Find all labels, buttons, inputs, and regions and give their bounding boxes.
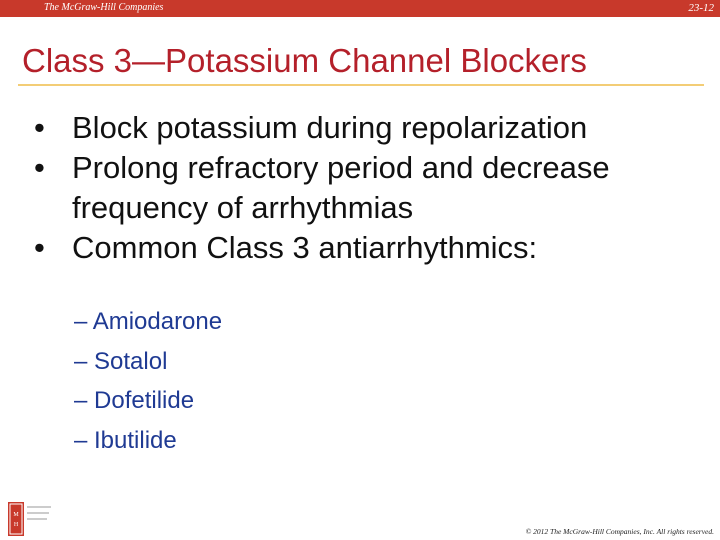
sub-bullet-list (74, 302, 222, 460)
bullet-dot: • (34, 230, 45, 265)
header-bar (0, 0, 720, 17)
sub-bullet-item: – Dofetilide (74, 387, 195, 414)
bullet-dot: • (34, 110, 45, 145)
bullet-item (34, 228, 714, 268)
bullet-dot: • (34, 150, 45, 185)
bullet-item (34, 108, 714, 148)
bullet-item (34, 148, 714, 228)
slide-number: 23-12 (688, 2, 714, 14)
sub-bullet-item: – Ibutilide (74, 426, 177, 454)
bullet-text: Block potassium during repolarization (72, 110, 588, 145)
publisher-name: The McGraw-Hill Companies (44, 2, 164, 13)
bullet-text: Prolong refractory period and decrease frequency of arrhythmias (72, 150, 610, 225)
bullet-text: Common Class 3 antiarrhythmics: (72, 230, 538, 265)
svg-text:M: M (13, 512, 19, 518)
copyright-text: © 2012 The McGraw-Hill Companies, Inc. All rights reserved. (525, 527, 714, 536)
mcgraw-hill-logo-icon (7, 501, 53, 537)
svg-text:H: H (13, 522, 19, 528)
sub-bullet-item: – Amiodarone (74, 308, 223, 335)
bullet-list (34, 108, 714, 268)
slide-title: Class 3—Potassium Channel Blockers (22, 42, 587, 79)
sub-bullet-item: – Sotalol (74, 347, 168, 375)
title-underline (18, 84, 704, 86)
